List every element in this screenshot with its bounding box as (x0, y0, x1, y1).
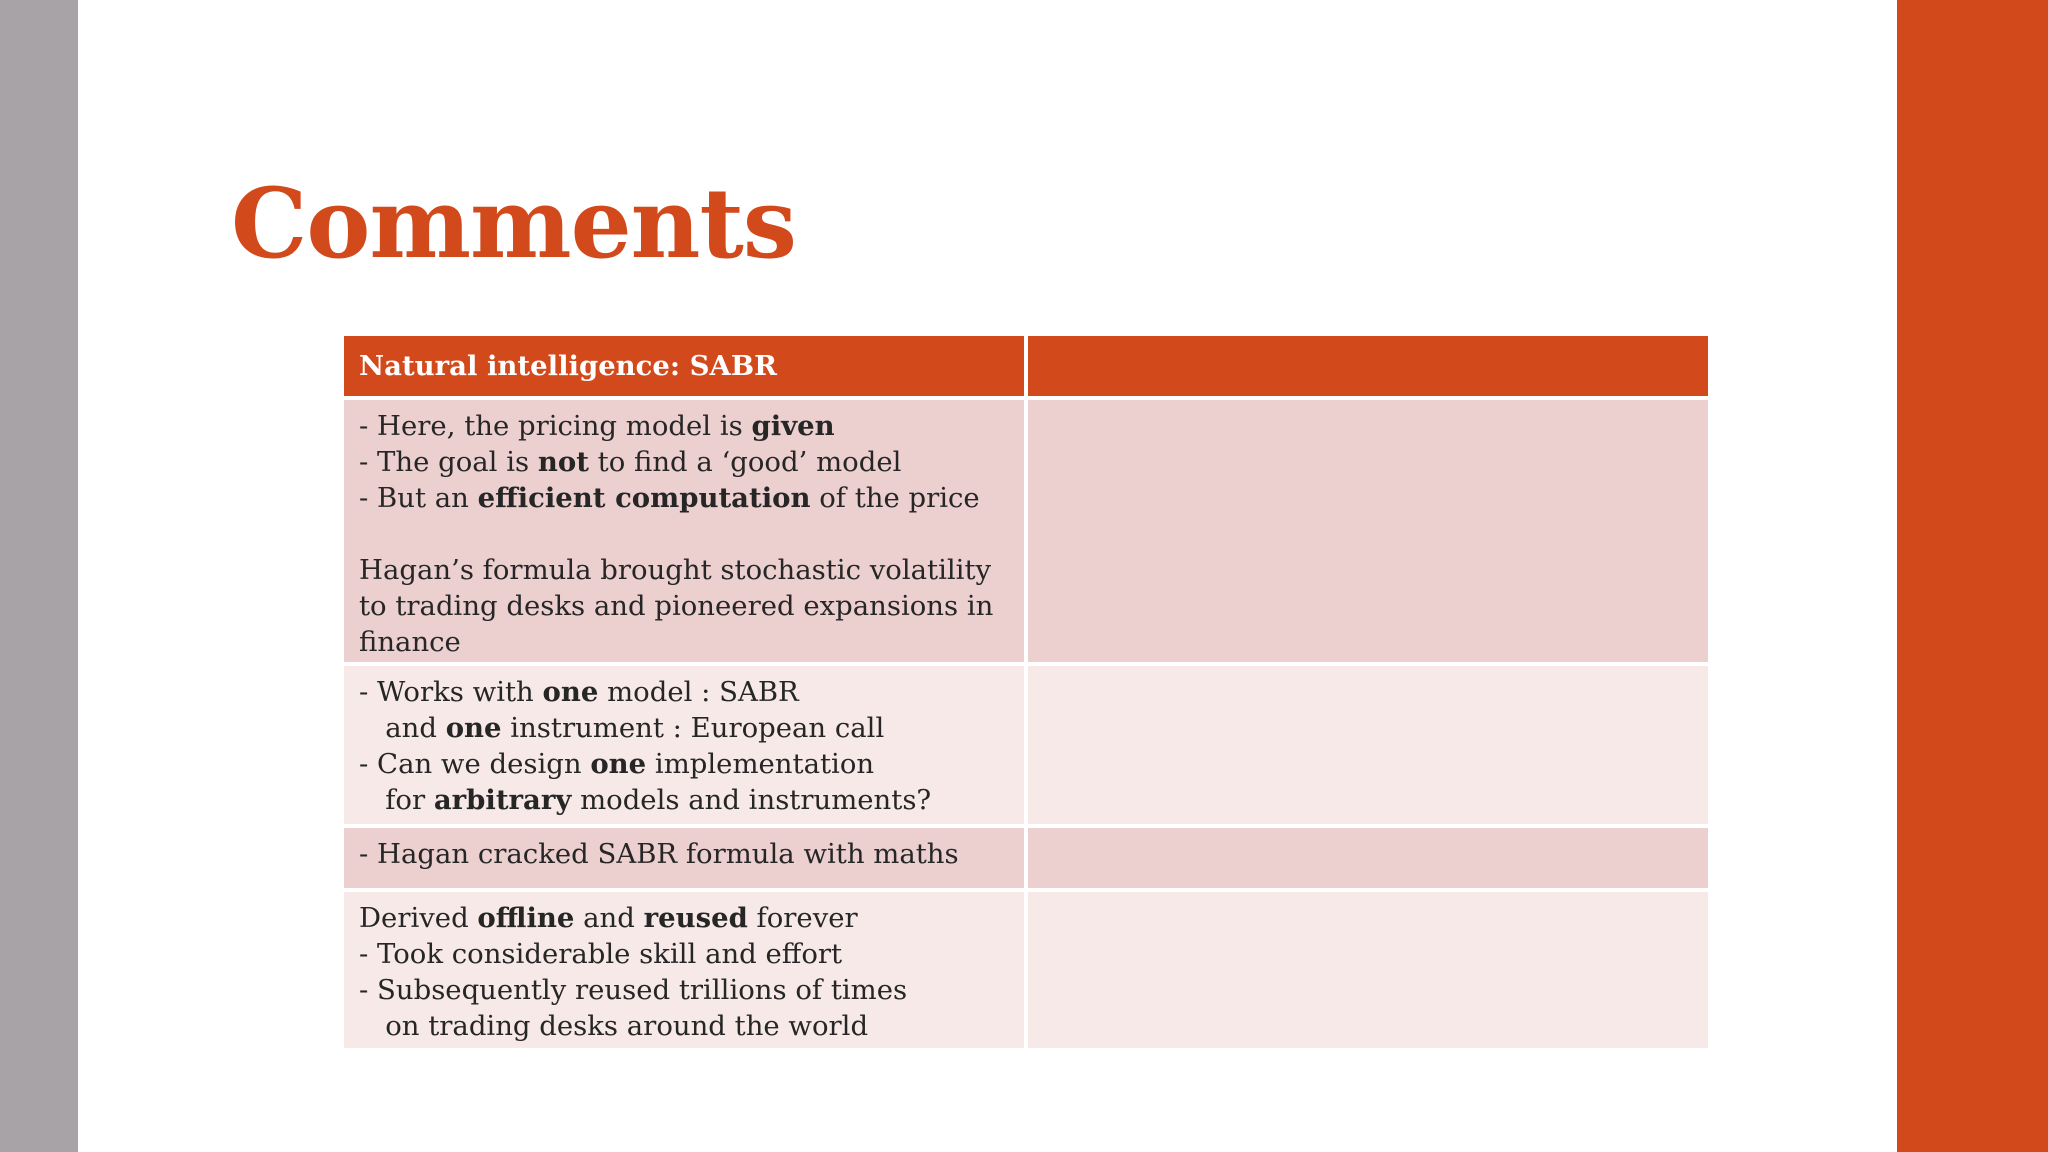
bold-text: offline (477, 902, 575, 934)
cell-text-line (359, 516, 1010, 552)
bold-text: efficient computation (477, 482, 811, 514)
table-header-right (1028, 336, 1708, 396)
table-cell-left (344, 666, 1024, 824)
cell-text-line (359, 900, 1010, 936)
text-segment: and (574, 902, 644, 934)
text-segment: and (359, 712, 446, 744)
left-accent-bar (0, 0, 78, 1152)
table-cell-right (1028, 400, 1708, 662)
text-segment: Hagan’s formula brought stochastic volatility (359, 554, 992, 586)
text-segment: Derived (359, 902, 478, 934)
bold-text: not (537, 446, 589, 478)
cell-text-line (359, 444, 1010, 480)
text-segment: implementation (646, 748, 875, 780)
cell-text-line (359, 588, 1010, 624)
text-segment: forever (747, 902, 858, 934)
table-header-left: Natural intelligence: SABR (344, 336, 1024, 396)
table-cell-right (1028, 892, 1708, 1048)
table-cell-right (1028, 666, 1708, 824)
cell-text-line (359, 936, 1010, 972)
text-segment: - But an (359, 482, 478, 514)
text-segment: instrument : European call (501, 712, 885, 744)
cell-text-line (359, 746, 1010, 782)
text-segment: - Here, the pricing model is (359, 410, 752, 442)
table-cell-left (344, 400, 1024, 662)
text-segment: of the price (810, 482, 980, 514)
text-segment: - Works with (359, 676, 543, 708)
text-segment: - Hagan cracked SABR formula with maths (359, 838, 959, 870)
cell-text-line (359, 972, 1010, 1008)
text-segment: models and instruments? (571, 784, 932, 816)
text-segment: - Took considerable skill and effort (359, 938, 843, 970)
cell-text-line (359, 782, 1010, 818)
text-segment: - The goal is (359, 446, 538, 478)
bold-text: one (445, 712, 502, 744)
bold-text: one (542, 676, 599, 708)
cell-text-line (359, 624, 1010, 660)
table-cell-right (1028, 828, 1708, 888)
text-segment: finance (359, 626, 461, 658)
text-segment: for (359, 784, 434, 816)
bold-text: one (590, 748, 647, 780)
bold-text: given (751, 410, 835, 442)
bold-text: reused (643, 902, 748, 934)
table-cell-left (344, 892, 1024, 1048)
text-segment: model : SABR (598, 676, 799, 708)
text-segment: - Subsequently reused trillions of times (359, 974, 908, 1006)
comparison-table (344, 336, 1708, 1048)
cell-text-line (359, 552, 1010, 588)
cell-text-line (359, 674, 1010, 710)
table-cell-left (344, 828, 1024, 888)
slide-title: Comments (231, 167, 796, 280)
text-segment: on trading desks around the world (359, 1010, 869, 1042)
cell-text-line (359, 408, 1010, 444)
text-segment: - Can we design (359, 748, 591, 780)
cell-text-line (359, 1008, 1010, 1044)
bold-text: arbitrary (433, 784, 572, 816)
cell-text-line (359, 480, 1010, 516)
cell-text-line (359, 836, 1010, 872)
text-segment: to trading desks and pioneered expansions in (359, 590, 994, 622)
cell-text-line (359, 710, 1010, 746)
right-accent-bar (1897, 0, 2048, 1152)
text-segment: to find a ‘good’ model (588, 446, 902, 478)
